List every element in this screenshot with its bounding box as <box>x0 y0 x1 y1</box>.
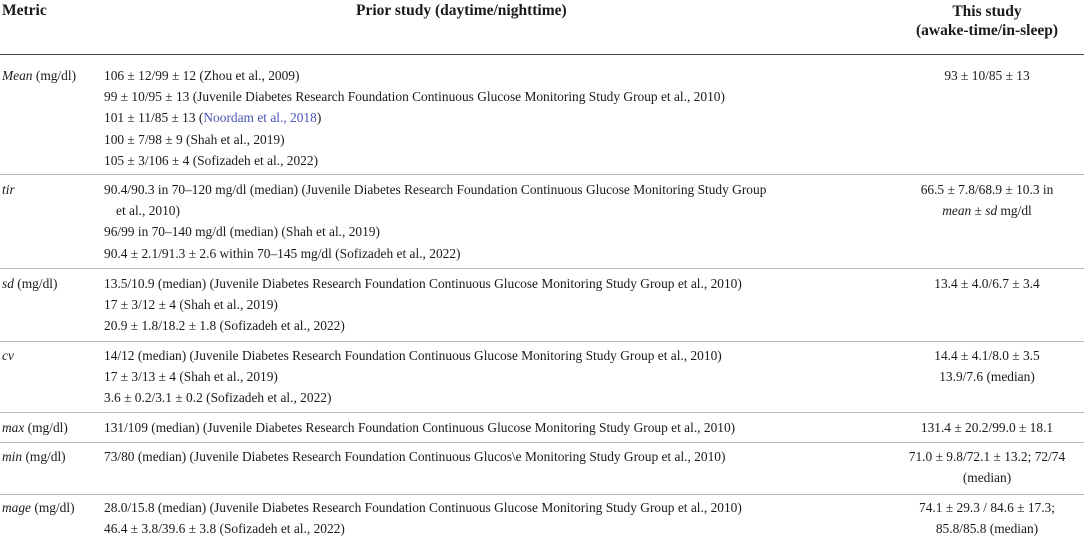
this-study-value: 131.4 ± 20.2/99.0 ± 18.1 <box>920 420 1054 435</box>
prior-cell <box>104 345 864 409</box>
prior-line: 90.4/90.3 in 70–120 mg/dl (median) (Juvenile Diabetes Research Foundation Continuous Glucose Monitoring Study Group <box>104 182 767 197</box>
this-study-value: 14.4 ± 4.1/8.0 ± 3.5 <box>934 348 1040 363</box>
header-prior-study: Prior study (daytime/nighttime) <box>356 2 567 19</box>
prior-cell <box>104 417 864 438</box>
prior-line: et al., 2010) <box>116 203 180 219</box>
metric-cell <box>2 179 15 200</box>
this-study-value: 13.9/7.6 (median) <box>939 369 1035 385</box>
header-this-study <box>890 2 1084 40</box>
metric-cell <box>2 497 75 518</box>
row-divider <box>0 494 1084 495</box>
this-study-cell <box>892 273 1082 294</box>
metric-name: sd <box>2 276 14 291</box>
citation-link[interactable]: Noordam et al., 2018 <box>203 110 317 126</box>
row-divider <box>0 268 1084 269</box>
metric-unit: (mg/dl) <box>27 420 68 435</box>
prior-line: 28.0/15.8 (median) (Juvenile Diabetes Research Foundation Continuous Glucose Monitoring Study Group et al., 2010) <box>104 500 742 515</box>
metric-name: min <box>2 449 23 464</box>
this-study-cell <box>892 65 1082 86</box>
prior-text: ) <box>316 110 322 126</box>
prior-line: 105 ± 3/106 ± 4 (Sofizadeh et al., 2022) <box>104 152 319 168</box>
header-this-study-line2: (awake-time/in-sleep) <box>915 22 1059 39</box>
prior-line <box>104 107 864 128</box>
metric-unit: (mg/dl) <box>25 449 66 464</box>
this-study-value: 71.0 ± 9.8/72.1 ± 13.2; 72/74 <box>908 449 1066 464</box>
this-study-value: 13.4 ± 4.0/6.7 ± 3.4 <box>934 276 1040 291</box>
prior-cell <box>104 273 864 337</box>
prior-line: 3.6 ± 0.2/3.1 ± 0.2 (Sofizadeh et al., 2022) <box>104 390 332 406</box>
metric-name: max <box>2 420 25 435</box>
prior-line: 17 ± 3/13 ± 4 (Shah et al., 2019) <box>104 369 278 385</box>
this-study-italic: mean ± sd <box>942 203 998 219</box>
prior-cell <box>104 497 864 539</box>
metric-unit: (mg/dl) <box>17 276 58 291</box>
row-divider <box>0 174 1084 175</box>
metric-unit: (mg/dl) <box>34 500 75 515</box>
prior-line: 96/99 in 70–140 mg/dl (median) (Shah et al., 2019) <box>104 224 380 240</box>
metric-name: mage <box>2 500 32 515</box>
metric-cell <box>2 273 57 294</box>
header-this-study-line1: This study <box>952 3 1022 20</box>
this-study-value: 93 ± 10/85 ± 13 <box>944 68 1030 83</box>
metric-cell <box>2 345 14 366</box>
prior-text: 101 ± 11/85 ± 13 ( <box>104 110 204 126</box>
prior-line: 46.4 ± 3.8/39.6 ± 3.8 (Sofizadeh et al., 2022) <box>104 521 345 537</box>
metric-name: tir <box>2 182 15 197</box>
prior-line: 100 ± 7/98 ± 9 (Shah et al., 2019) <box>104 131 285 147</box>
metric-name: Mean <box>2 68 33 83</box>
prior-line: 17 ± 3/12 ± 4 (Shah et al., 2019) <box>104 297 278 313</box>
prior-line: 90.4 ± 2.1/91.3 ± 2.6 within 70–145 mg/dl (Sofizadeh et al., 2022) <box>104 245 461 261</box>
this-study-value: 85.8/85.8 (median) <box>935 521 1039 537</box>
this-study-cell <box>892 179 1082 221</box>
prior-line: 106 ± 12/99 ± 12 (Zhou et al., 2009) <box>104 68 300 83</box>
metric-cell <box>2 65 76 86</box>
prior-line: 131/109 (median) (Juvenile Diabetes Research Foundation Continuous Glucose Monitoring Study Group et al., 2010) <box>104 420 736 435</box>
prior-line: 99 ± 10/95 ± 13 (Juvenile Diabetes Research Foundation Continuous Glucose Monitoring Study Group et al., 2010) <box>104 89 725 105</box>
metric-name: cv <box>2 348 14 363</box>
metric-cell <box>2 446 66 467</box>
this-study-cell <box>892 345 1082 387</box>
prior-line: 73/80 (median) (Juvenile Diabetes Research Foundation Continuous Glucos\e Monitoring Study Group et al., 2010) <box>104 449 726 464</box>
prior-line: 20.9 ± 1.8/18.2 ± 1.8 (Sofizadeh et al., 2022) <box>104 318 345 334</box>
prior-cell <box>104 179 864 264</box>
this-study-value: (median) <box>962 470 1012 486</box>
table-header <box>0 0 1084 55</box>
this-study-unit: mg/dl <box>997 203 1032 219</box>
prior-cell <box>104 65 864 171</box>
this-study-cell <box>892 497 1082 539</box>
prior-cell <box>104 446 864 467</box>
metric-unit: (mg/dl) <box>35 68 77 83</box>
metric-cell <box>2 417 68 438</box>
row-divider <box>0 341 1084 342</box>
this-study-cell <box>892 417 1082 438</box>
this-study-value: 66.5 ± 7.8/68.9 ± 10.3 in <box>920 182 1054 197</box>
prior-line: 13.5/10.9 (median) (Juvenile Diabetes Research Foundation Continuous Glucose Monitoring Study Group et al., 2010) <box>104 276 742 291</box>
this-study-value <box>892 200 1082 221</box>
prior-line: 14/12 (median) (Juvenile Diabetes Research Foundation Continuous Glucose Monitoring Study Group et al., 2010) <box>104 348 722 363</box>
row-divider <box>0 442 1084 443</box>
header-metric: Metric <box>2 2 47 19</box>
row-divider <box>0 412 1084 413</box>
this-study-value: 74.1 ± 29.3 / 84.6 ± 17.3; <box>919 500 1055 515</box>
this-study-cell <box>892 446 1082 488</box>
